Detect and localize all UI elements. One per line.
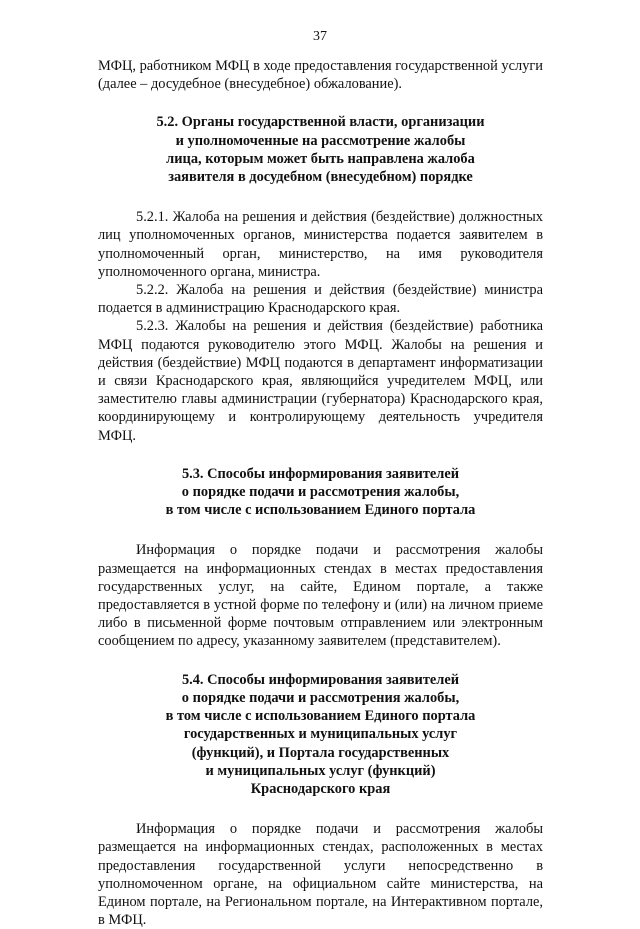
document-body (98, 57, 543, 929)
heading-line: в том числе с использованием Единого портала (165, 708, 476, 725)
heading-line: государственных и муниципальных услуг (183, 726, 458, 743)
paragraph-5-3: Информация о порядке подачи и рассмотрения жалобы размещается на информационных стендах в местах предоставления государственных услуг, на сайте, Едином портале, а также предоставляется в устной форме по телефону и (или) на личном приеме либо в письменной форме почтовым отправлением или электронным сообщением по адресу, указанному заявителем (представителем). (98, 542, 543, 650)
heading-line: лица, которым может быть направлена жалоба (166, 150, 475, 167)
heading-line: и муниципальных услуг (функций) (205, 762, 436, 779)
heading-line: 5.3. Способы информирования заявителей (181, 465, 460, 482)
heading-line: о порядке подачи и рассмотрения жалобы, (181, 689, 460, 706)
heading-line: 5.4. Способы информирования заявителей (181, 671, 460, 688)
heading-line: заявителя в досудебном (внесудебном) порядке (168, 169, 473, 186)
heading-line: и уполномоченные на рассмотрение жалобы (175, 132, 466, 149)
paragraph-5-2-1: 5.2.1. Жалоба на решения и действия (бездействие) должностных лиц уполномоченных органов, министерства подается заявителем в уполномоченный орган, министерство, на имя руководителя уполномоченного органа, министра. (98, 209, 543, 280)
heading-line: Краснодарского края (250, 780, 391, 797)
intro-paragraph: МФЦ, работником МФЦ в ходе предоставления государственной услуги (далее – досудебное (внесудебное) обжалование). (98, 58, 543, 93)
section-5-3-heading (98, 465, 543, 520)
section-5-4-heading (98, 671, 543, 798)
heading-line: в том числе с использованием Единого портала (165, 502, 476, 519)
paragraph-5-4: Информация о порядке подачи и рассмотрения жалобы размещается на информационных стендах, расположенных в местах предоставления государственной услуги непосредственно в уполномоченном органе, на официальном сайте министерства, на Едином портале, на Региональном портале, на Интерактивном портале, в МФЦ. (98, 821, 543, 929)
heading-line: (функций), и Портала государственных (191, 744, 450, 761)
section-5-2-heading (98, 113, 543, 186)
paragraph-5-2-3: 5.2.3. Жалобы на решения и действия (бездействие) работника МФЦ подаются руководителю этого МФЦ. Жалобы на решения и действия (бездействие) МФЦ подаются в департамент информатизации и связи Краснодарского края, являющийся учредителем МФЦ, или заместителю главы администрации (губернатора) Краснодарского края, координирующему и контролирующему деятельность учредителя МФЦ. (98, 318, 543, 444)
heading-line: о порядке подачи и рассмотрения жалобы, (181, 484, 460, 501)
paragraph-5-2-2: 5.2.2. Жалоба на решения и действия (бездействие) министра подается в администрацию Краснодарского края. (98, 282, 543, 317)
heading-line: 5.2. Органы государственной власти, организации (156, 114, 485, 131)
page-number: 37 (313, 29, 327, 44)
